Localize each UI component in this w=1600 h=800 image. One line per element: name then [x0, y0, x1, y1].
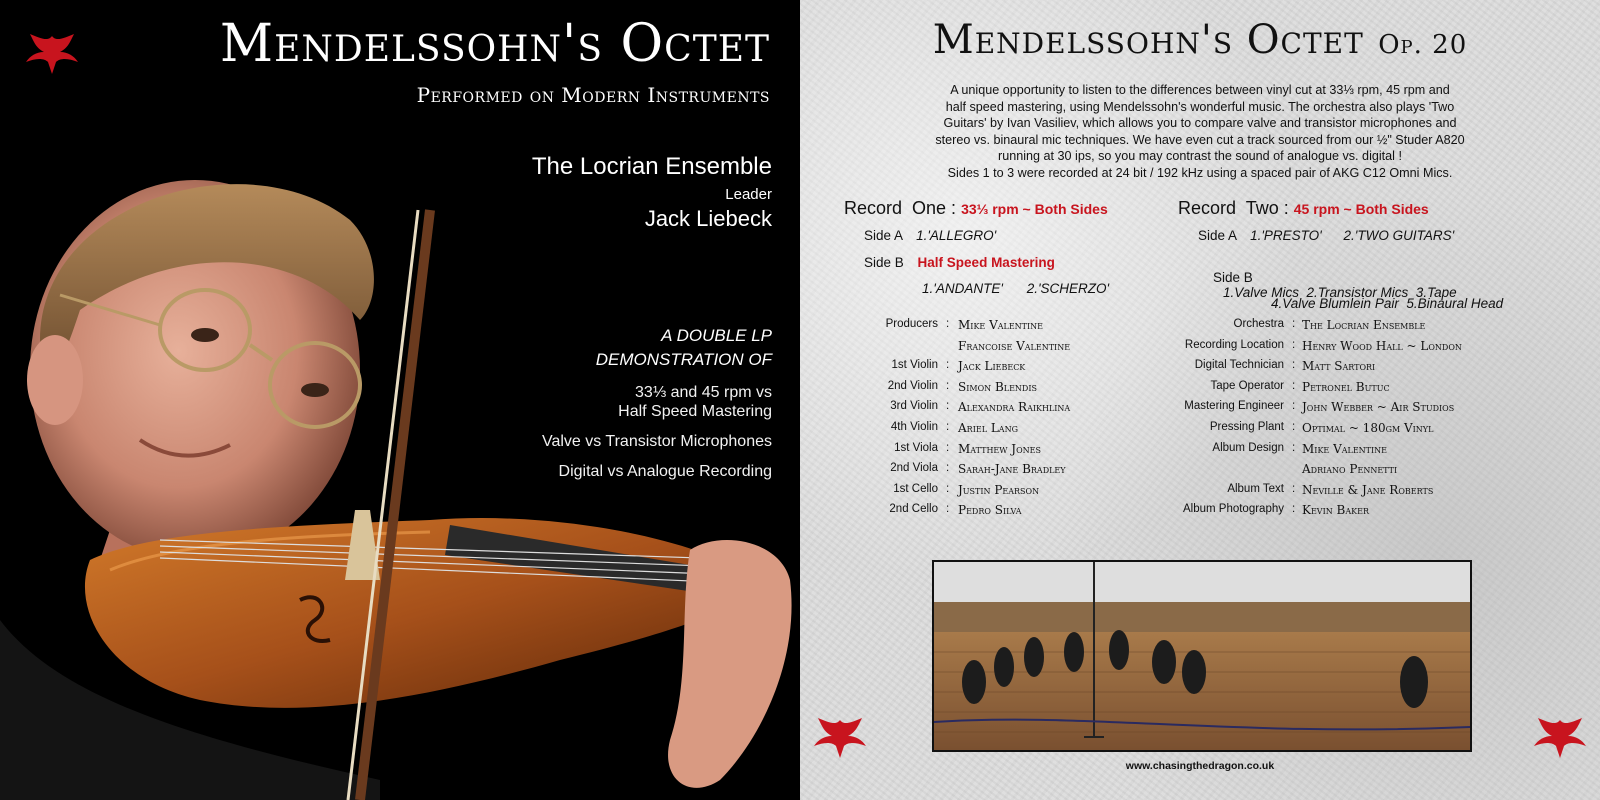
- credit-name: Adriano Pennetti: [1302, 462, 1398, 477]
- credit-right-row: [800, 359, 1600, 379]
- credit-role: Mastering Engineer: [1184, 400, 1284, 413]
- side-b-track-1: 1.'ANDANTE': [922, 281, 1003, 296]
- back-opus: Op. 20: [1378, 30, 1468, 60]
- credit-colon: :: [1292, 441, 1296, 454]
- credit-role: Pressing Plant: [1209, 421, 1284, 433]
- credit-name: Justin Pearson: [958, 482, 1040, 497]
- record-one-side-a: [864, 228, 996, 243]
- side-a-track: 1.'ALLEGRO': [916, 228, 997, 243]
- feature-1-line-2: Half Speed Mastering: [618, 403, 772, 420]
- credit-role: 4th Violin: [890, 421, 938, 433]
- credit-role: 2nd Cello: [889, 503, 938, 516]
- credit-name: Mike Valentine: [958, 318, 1044, 332]
- lp-line-1: A DOUBLE LP: [661, 326, 772, 345]
- credit-role: Album Design: [1212, 441, 1284, 454]
- credit-name: Henry Wood Hall ~ London: [1302, 338, 1462, 353]
- credit-colon: :: [1292, 379, 1296, 392]
- credit-role: 3rd Violin: [890, 400, 938, 413]
- credit-role: 2nd Violin: [887, 379, 938, 392]
- side-a-track-1: 1.'PRESTO': [1250, 228, 1322, 243]
- record-one-side-b: [864, 255, 1055, 270]
- credit-name: Matt Sartori: [1302, 359, 1376, 374]
- dragon-logo-left-icon: [810, 712, 870, 762]
- credit-role: Orchestra: [1233, 318, 1284, 330]
- credit-right-row: [800, 339, 1600, 359]
- credit-right-row: [800, 380, 1600, 400]
- credit-role: 1st Viola: [894, 441, 938, 454]
- credit-colon: :: [946, 318, 950, 330]
- credit-colon: :: [1292, 400, 1296, 413]
- intro-line-4: stereo vs. binaural mic techniques. We have even cut a track sourced from our ½" Studer A820: [935, 132, 1465, 147]
- feature-3: Digital vs Analogue Recording: [558, 463, 772, 480]
- credit-name: Mike Valentine: [1302, 441, 1388, 456]
- side-b-track-2: 2.'SCHERZO': [1026, 281, 1110, 296]
- credit-colon: :: [1292, 338, 1296, 351]
- credit-role: 1st Cello: [893, 482, 938, 495]
- credit-colon: :: [946, 441, 950, 454]
- credit-right-row: [800, 421, 1600, 441]
- credit-role: Tape Operator: [1210, 379, 1284, 392]
- dragon-logo-right-icon: [1530, 712, 1590, 762]
- credit-name: Sarah-Jane Bradley: [958, 462, 1066, 477]
- record-two-speed: 45 rpm ~ Both Sides: [1293, 201, 1429, 217]
- record-one-side-b-tracks: [922, 281, 1109, 296]
- feature-2: Valve vs Transistor Microphones: [541, 433, 772, 450]
- record-two-side-a: [1198, 228, 1454, 243]
- dragon-logo-icon: [22, 28, 82, 78]
- credit-name: Matthew Jones: [958, 441, 1041, 456]
- back-title: Mendelssohn's Octet: [932, 17, 1364, 63]
- credit-right-row: [800, 400, 1600, 420]
- credit-name: Kevin Baker: [1302, 503, 1369, 518]
- credit-role: 2nd Viola: [890, 462, 938, 475]
- credit-name: Neville & Jane Roberts: [1302, 482, 1434, 497]
- credit-colon: :: [1292, 503, 1296, 516]
- record-one-label: Record One :: [844, 198, 957, 218]
- credit-name: Optimal ~ 180gm Vinyl: [1302, 421, 1434, 435]
- recording-session-photo: [932, 560, 1472, 752]
- record-two-label: Record Two :: [1178, 198, 1289, 218]
- leader-name: Jack Liebeck: [644, 206, 772, 231]
- credit-name: The Locrian Ensemble: [1302, 318, 1426, 332]
- credit-right-row: [800, 462, 1600, 482]
- side-b-line-1: 1.Valve Mics 2.Transistor Mics 3.Tape: [1223, 285, 1457, 300]
- half-speed-note: Half Speed Mastering: [917, 255, 1055, 270]
- side-b-label: Side B: [1213, 270, 1253, 285]
- record-one-heading: [844, 198, 1108, 219]
- credit-colon: :: [946, 421, 950, 433]
- intro-line-3: Guitars' by Ivan Vasiliev, which allows you to compare valve and transistor microphones and: [943, 116, 1457, 130]
- ensemble-name: The Locrian Ensemble: [531, 153, 772, 180]
- credit-name: Jack Liebeck: [958, 359, 1026, 374]
- credit-name: Pedro Silva: [958, 503, 1022, 518]
- credit-role: Album Text: [1227, 482, 1284, 495]
- leader-label: Leader: [725, 186, 772, 203]
- credit-name: Petronel Butuc: [1302, 379, 1390, 394]
- credit-role: Recording Location: [1184, 338, 1284, 351]
- feature-1-line-1: 33⅓ and 45 rpm vs: [635, 384, 772, 401]
- credit-colon: :: [946, 462, 950, 475]
- credit-colon: :: [1292, 421, 1296, 433]
- credit-name: John Webber ~ Air Studios: [1302, 400, 1455, 415]
- credit-right-row: [800, 483, 1600, 503]
- credit-role: Album Photography: [1182, 503, 1284, 516]
- record-one-speed: 33⅓ rpm ~ Both Sides: [961, 201, 1108, 217]
- credit-name: Francoise Valentine: [958, 338, 1071, 353]
- intro-line-6: Sides 1 to 3 were recorded at 24 bit / 192 kHz using a spaced pair of AKG C12 Omni Mics.: [947, 165, 1453, 180]
- side-a-label: Side A: [864, 228, 903, 243]
- credit-colon: :: [1292, 482, 1296, 495]
- credit-colon: :: [946, 359, 950, 372]
- intro-text: [860, 82, 1540, 181]
- credit-name: Simon Blendis: [958, 379, 1037, 394]
- front-subtitle: Performed on Modern Instruments: [416, 83, 770, 107]
- side-b-line-2: 4.Valve Blumlein Pair 5.Binaural Head: [1271, 296, 1504, 311]
- front-title: Mendelssohn's Octet: [219, 14, 770, 74]
- credit-right-row: [800, 503, 1600, 523]
- credit-right-row: [800, 318, 1600, 338]
- credit-colon: :: [946, 379, 950, 392]
- credit-colon: :: [946, 503, 950, 516]
- back-title-row: [800, 12, 1600, 68]
- side-a-track-2: 2.'TWO GUITARS': [1343, 228, 1455, 243]
- credit-colon: :: [946, 482, 950, 495]
- website-url: www.chasingthedragon.co.uk: [1125, 760, 1275, 772]
- intro-line-1: A unique opportunity to listen to the differences between vinyl cut at 33⅓ rpm, 45 rpm and: [950, 83, 1450, 97]
- back-cover: [800, 0, 1600, 800]
- intro-line-2: half speed mastering, using Mendelssohn's wonderful music. The orchestra also plays 'Two: [945, 99, 1455, 114]
- credit-role: Digital Technician: [1194, 359, 1284, 372]
- intro-line-5: running at 30 ips, so you may contrast the sound of analogue vs. digital !: [998, 149, 1402, 163]
- side-a-label: Side A: [1198, 228, 1237, 243]
- credit-name: Alexandra Raikhlina: [958, 400, 1071, 415]
- credit-colon: :: [1292, 318, 1296, 330]
- credit-role: Producers: [885, 318, 938, 330]
- credit-name: Ariel Lang: [958, 421, 1018, 435]
- credit-colon: :: [946, 400, 950, 413]
- side-b-label: Side B: [864, 255, 904, 270]
- lp-line-2: DEMONSTRATION OF: [595, 350, 772, 369]
- credit-colon: :: [1292, 359, 1296, 372]
- record-two-heading: [1178, 198, 1429, 219]
- credit-right-row: [800, 442, 1600, 462]
- credit-role: 1st Violin: [891, 359, 938, 372]
